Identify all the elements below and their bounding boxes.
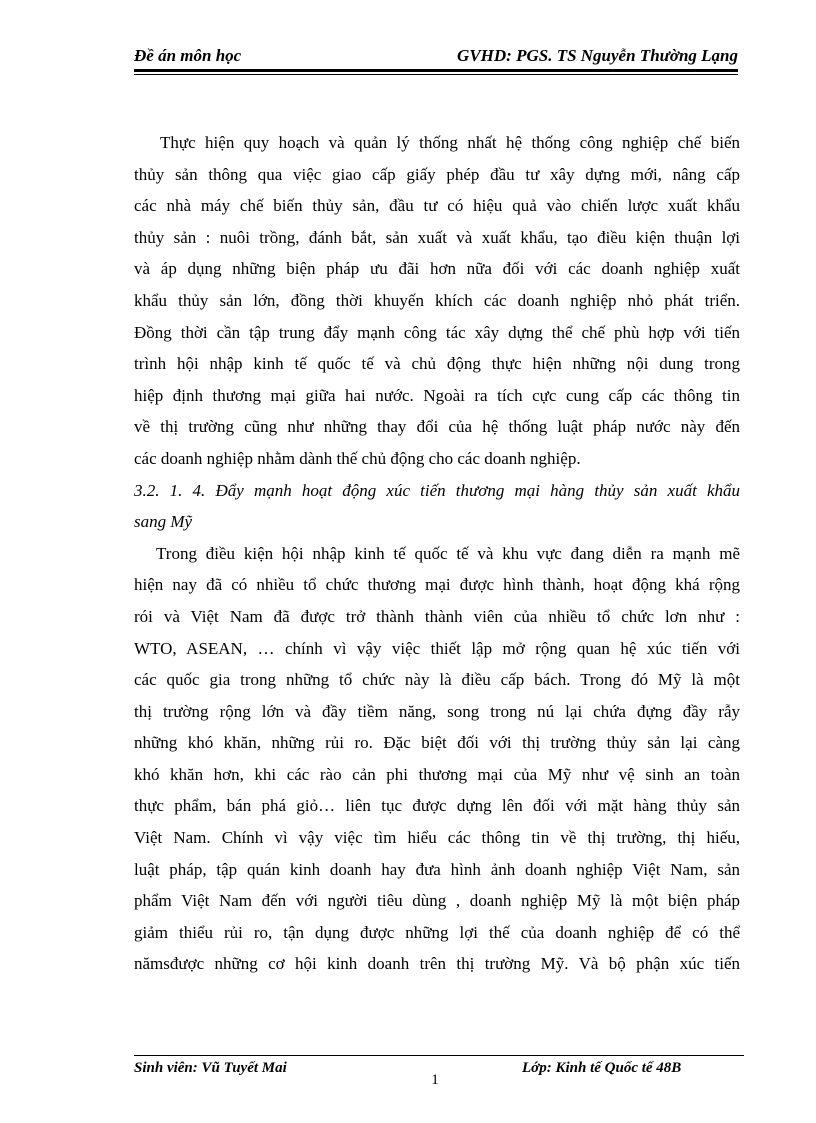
footer-class: Lớp: Kinh tế Quốc tế 48B: [522, 1060, 682, 1076]
paragraph-line: hiệp định thương mại giữa hai nước. Ngoài ra tích cực cung cấp các thông tin: [134, 385, 740, 405]
header-supervisor: GVHD: PGS. TS Nguyễn Thường Lạng: [457, 46, 738, 65]
section-heading: 3.2. 1. 4. Đẩy mạnh hoạt động xúc tiến thương mại hàng thủy sản xuất khẩu: [134, 480, 740, 500]
header-rule-thin: [134, 74, 738, 75]
paragraph-line: Trong điều kiện hội nhập kinh tế quốc tế và khu vực đang diễn ra mạnh mẽ: [156, 543, 740, 563]
paragraph-line: thực phẩm, bán phá giỏ… liên tục được dựng lên đối với mặt hàng thủy sản: [134, 796, 740, 816]
paragraph-line: rói và Việt Nam đã được trở thành thành viên của nhiều tổ chức lơn như :: [134, 606, 740, 626]
footer-student: Sinh viên: Vũ Tuyết Mai: [134, 1060, 287, 1076]
paragraph-line: những khó khăn, những rủi ro. Đặc biệt đối với thị trường thủy sản lại càng: [134, 733, 740, 753]
paragraph-line: và áp dụng những biện pháp ưu đãi hơn nữa đối với các doanh nghiệp xuất: [134, 259, 740, 279]
paragraph-line: WTO, ASEAN, … chính vì vậy việc thiết lập mở rộng quan hệ xúc tiến với: [134, 638, 740, 658]
paragraph-line: thị trường rộng lớn và đầy tiềm năng, song trong nú lại chứa đựng đầy rẫy: [134, 701, 740, 721]
paragraph-line: phẩm Việt Nam đến với người tiêu dùng , doanh nghiệp Mỹ là một biện pháp: [134, 891, 740, 911]
paragraph-line: các doanh nghiệp nhằm dành thế chủ động cho các doanh nghiệp.: [134, 448, 581, 468]
paragraph-line: khẩu thủy sản lớn, đồng thời khuyến khích các doanh nghiệp nhỏ phát triển.: [134, 290, 740, 310]
paragraph-line: các nhà máy chế biến thủy sản, đầu tư có hiệu quả vào chiến lược xuất khẩu: [134, 196, 740, 216]
paragraph-line: Việt Nam. Chính vì vậy việc tìm hiểu các thông tin về thị trường, thị hiếu,: [134, 828, 740, 848]
paragraph-line: nămsđược những cơ hội kinh doanh trên thị trường Mỹ. Và bộ phận xúc tiến: [134, 954, 740, 974]
paragraph-line: Thực hiện quy hoạch và quản lý thống nhất hệ thống công nghiệp chế biến: [160, 133, 740, 152]
page-number: 1: [431, 1072, 439, 1088]
paragraph-line: các quốc gia trong những tổ chức này là điều cấp bách. Trong đó Mỹ là một: [134, 670, 740, 690]
header-course-title: Đề án môn học: [134, 46, 242, 65]
section-heading: sang Mỹ: [134, 512, 193, 532]
paragraph-line: hiện nay đã có nhiều tổ chức thương mại được hình thành, hoạt động khá rộng: [134, 575, 740, 595]
header-rule-thick: [134, 69, 738, 72]
footer-rule: [134, 1055, 744, 1056]
paragraph-line: trình hội nhập kinh tế quốc tế và chủ động thực hiện những nội dung trong: [134, 354, 740, 374]
paragraph-line: Đồng thời cần tập trung đẩy mạnh công tác xây dựng thể chế phù hợp với tiến: [134, 322, 740, 342]
paragraph-line: về thị trường cũng như những thay đổi của hệ thống luật pháp nước này đến: [134, 417, 740, 437]
paragraph-line: thủy sản thông qua việc giao cấp giấy phép đầu tư xây dựng mới, nâng cấp: [134, 164, 740, 184]
paragraph-line: luật pháp, tập quán kinh doanh hay đưa hình ảnh doanh nghiệp Việt Nam, sản: [134, 859, 740, 879]
document-body: [134, 127, 740, 980]
paragraph-line: khó khăn hơn, khi các rào cản phi thương mại của Mỹ như vệ sinh an toàn: [134, 764, 740, 784]
paragraph-line: thủy sản : nuôi trồng, đánh bắt, sản xuất và xuất khẩu, tạo điều kiện thuận lợi: [134, 227, 740, 247]
paragraph-line: giảm thiểu rủi ro, tận dụng được những lợi thế của doanh nghiệp để có thể: [134, 922, 740, 942]
